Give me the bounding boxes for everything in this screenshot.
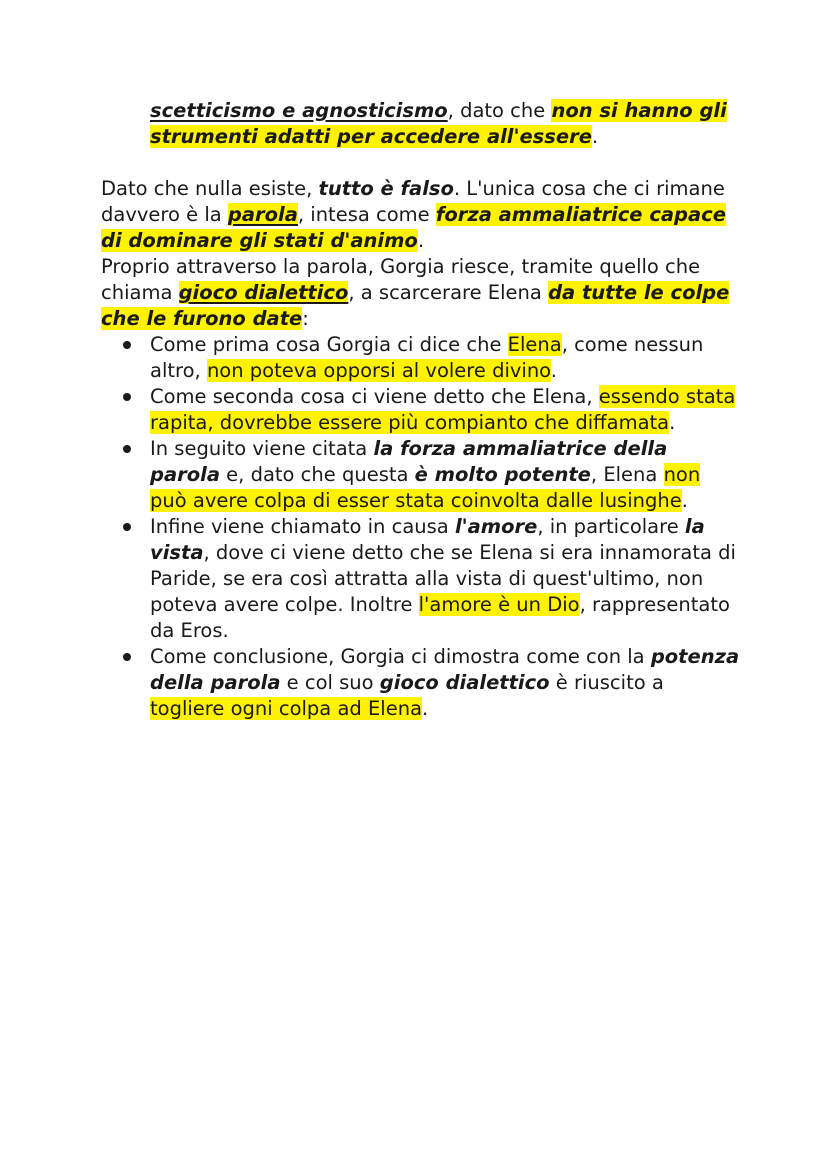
highlighted-text: non poteva opporsi al volere divino <box>206 359 551 382</box>
bullet-icon <box>123 393 131 401</box>
body-text: , rappresentato da Eros. <box>150 593 730 642</box>
bullet-icon <box>123 445 131 453</box>
highlighted-text: gioco dialettico <box>178 281 349 304</box>
body-text: Dato che nulla esiste, <box>101 177 319 200</box>
body-text: , come nessun altro, <box>150 333 704 382</box>
body-text: , in particolare <box>537 515 685 538</box>
body-text: , dove ci viene detto che se Elena si era innamorata di Paride, se era così attratta alla vista di quest'ultimo, non poteva avere colpe. Inoltre <box>150 541 736 616</box>
body-text: e col suo <box>280 671 380 694</box>
body-text: : <box>302 307 309 330</box>
bullet-icon <box>123 523 131 531</box>
highlighted-text: da tutte le colpe che le furono date <box>101 281 730 330</box>
body-text: è riuscito a <box>549 671 664 694</box>
emphasis-text: gioco dialettico <box>379 671 550 694</box>
highlighted-text: parola <box>227 203 298 226</box>
highlighted-text: togliere ogni colpa ad Elena <box>150 697 423 720</box>
body-text: Infine viene chiamato in causa <box>150 515 455 538</box>
body-text: e, dato che questa <box>219 463 415 486</box>
bullet-icon <box>123 341 131 349</box>
body-text: Come seconda cosa ci viene detto che Elena, <box>150 385 599 408</box>
emphasis-text: potenza della parola <box>150 645 740 694</box>
body-text: . <box>550 359 557 382</box>
highlighted-text: non si hanno gli strumenti adatti per accedere all'essere <box>150 99 727 148</box>
body-text: Come prima cosa Gorgia ci dice che <box>150 333 508 356</box>
body-text: Come conclusione, Gorgia ci dimostra come con la <box>150 645 651 668</box>
list-item <box>150 332 741 384</box>
body-text: . <box>591 125 599 148</box>
main-content <box>101 176 741 722</box>
bullet-list <box>101 332 741 722</box>
body-text: , intesa come <box>297 203 436 226</box>
emphasis-text: tutto è falso <box>318 177 454 200</box>
body-text: . <box>669 411 676 434</box>
body-text: . L'unica cosa che ci rimane davvero è la <box>101 177 725 226</box>
highlighted-text: forza ammaliatrice capace di dominare gli stati d'animo <box>101 203 726 252</box>
list-item <box>150 644 741 722</box>
emphasis-text: scetticismo e agnosticismo <box>150 99 448 122</box>
list-item <box>150 384 741 436</box>
intro-paragraph <box>150 98 750 150</box>
body-text: . <box>422 697 429 720</box>
paragraph-1 <box>101 176 741 254</box>
list-item <box>150 436 741 514</box>
body-text: . <box>681 489 688 512</box>
body-text: , dato che <box>447 99 552 122</box>
body-text: , Elena <box>590 463 664 486</box>
highlighted-text: essendo stata rapita, dovrebbe essere più compianto che diffamata <box>150 385 736 434</box>
emphasis-text: l'amore <box>454 515 538 538</box>
emphasis-text: la forza ammaliatrice della parola <box>150 437 668 486</box>
bullet-icon <box>123 653 131 661</box>
emphasis-text: è molto potente <box>414 463 591 486</box>
body-text: , a scarcerare Elena <box>348 281 549 304</box>
list-item <box>150 514 741 644</box>
highlighted-text: Elena <box>507 333 562 356</box>
body-text: In seguito viene citata <box>150 437 374 460</box>
body-text: Proprio attraverso la parola, Gorgia riesce, tramite quello che chiama <box>101 255 701 304</box>
highlighted-text: non può avere colpa di esser stata coinvolta dalle lusinghe <box>150 463 701 512</box>
emphasis-text: la vista <box>150 515 705 564</box>
body-text: . <box>417 229 425 252</box>
highlighted-text: l'amore è un Dio <box>418 593 580 616</box>
paragraph-2 <box>101 254 741 332</box>
